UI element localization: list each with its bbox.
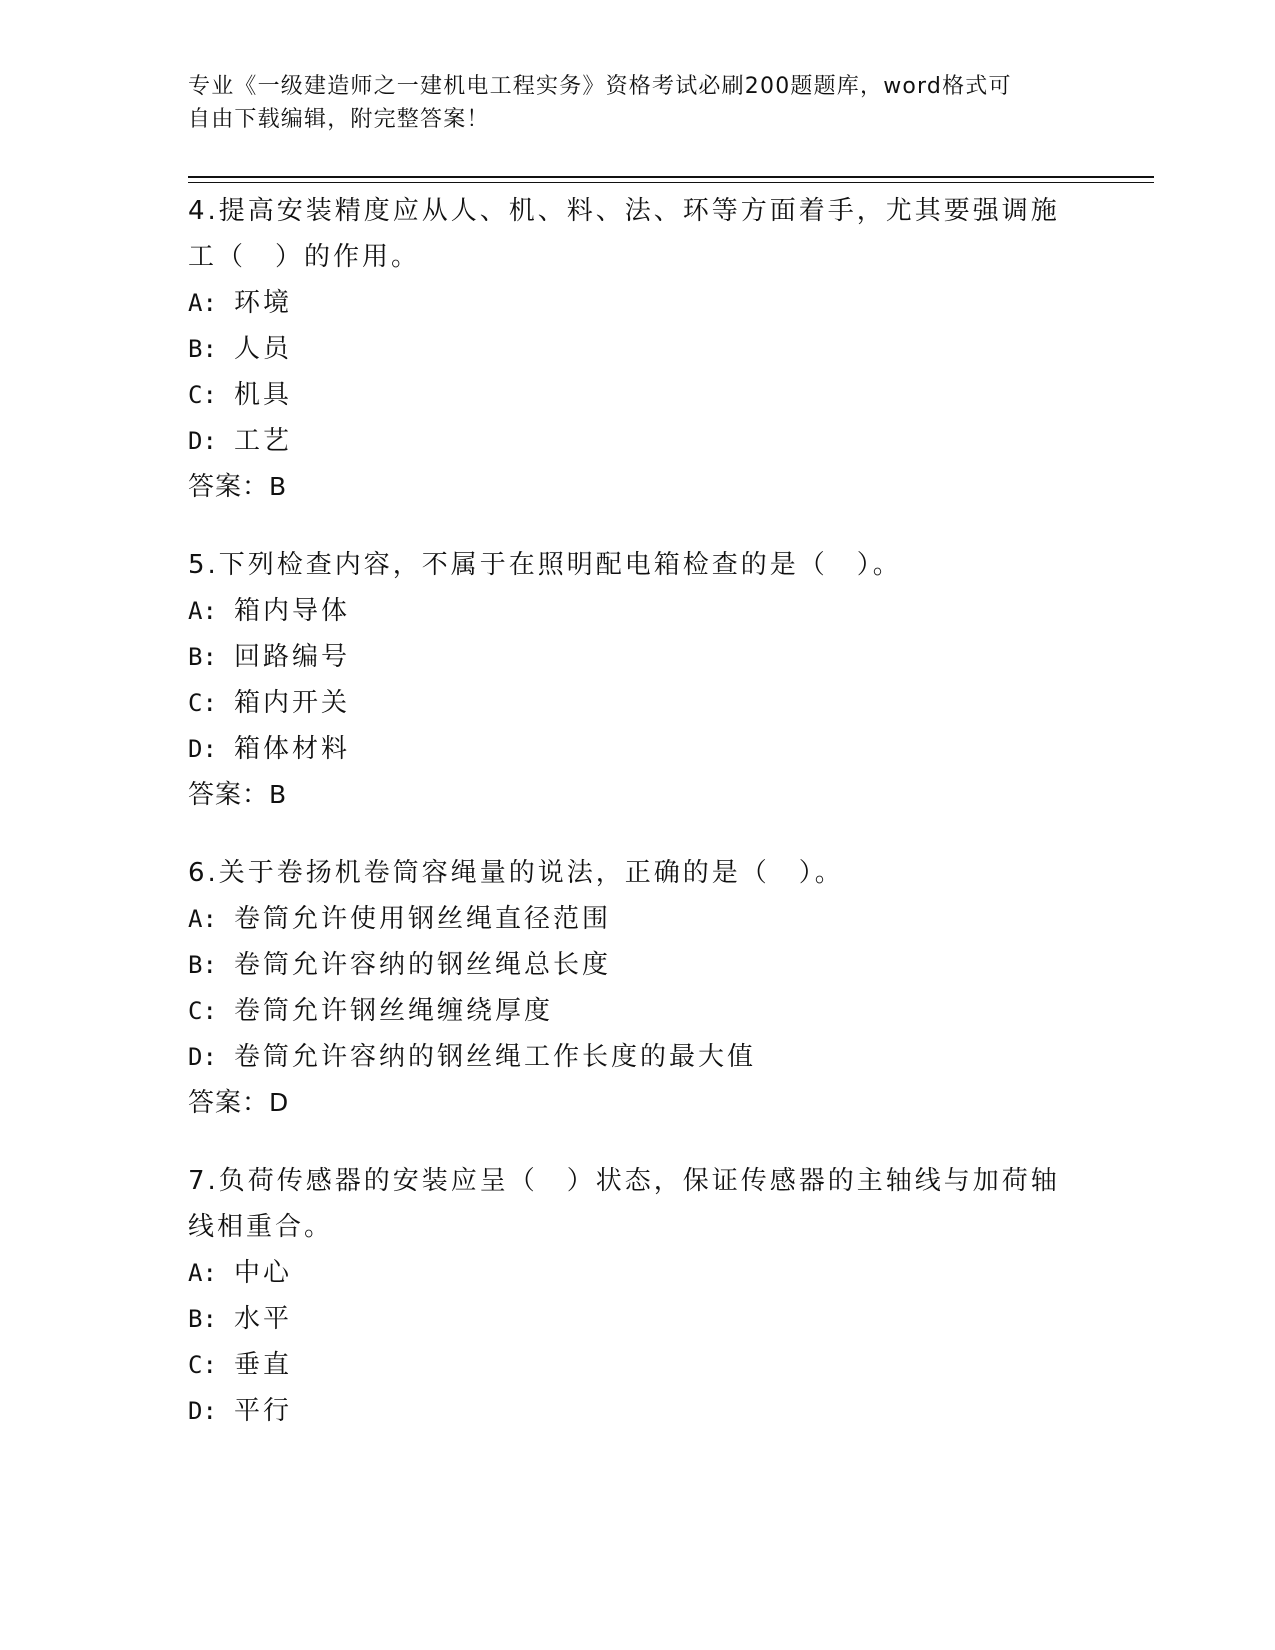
option-b	[188, 326, 1078, 372]
option-text: 回路编号	[234, 642, 351, 672]
header-divider-thick	[188, 176, 1154, 178]
option-c	[188, 680, 1078, 726]
question-4	[188, 188, 1078, 510]
option-b	[188, 942, 1078, 988]
option-text: 箱内开关	[234, 688, 351, 718]
option-letter: D:	[188, 735, 217, 763]
option-letter: A:	[188, 597, 217, 625]
option-letter: D:	[188, 1043, 217, 1071]
answer-line	[188, 464, 1078, 510]
question-stem: 6.关于卷扬机卷筒容绳量的说法，正确的是（ ）。	[188, 858, 844, 888]
question-stem: 5.下列检查内容，不属于在照明配电箱检查的是（ ）。	[188, 550, 902, 580]
header-line-2: 自由下载编辑，附完整答案！	[188, 107, 490, 132]
document-header	[188, 70, 1068, 136]
option-letter: C:	[188, 689, 217, 717]
answer-line	[188, 772, 1078, 818]
option-d	[188, 1388, 1078, 1434]
option-text: 平行	[234, 1396, 293, 1426]
option-letter: A:	[188, 289, 217, 317]
option-d	[188, 726, 1078, 772]
option-letter: B:	[188, 335, 217, 363]
option-letter: B:	[188, 951, 217, 979]
option-text: 卷筒允许使用钢丝绳直径范围	[234, 904, 612, 934]
answer-line	[188, 1080, 1078, 1126]
option-b	[188, 634, 1078, 680]
question-6	[188, 850, 1078, 1126]
question-5	[188, 542, 1078, 818]
option-text: 中心	[234, 1258, 293, 1288]
answer-label: 答案：	[188, 780, 270, 810]
option-a	[188, 280, 1078, 326]
option-text: 工艺	[234, 426, 293, 456]
option-c	[188, 1342, 1078, 1388]
question-list	[188, 188, 1078, 1434]
option-letter: B:	[188, 1305, 217, 1333]
option-text: 环境	[234, 288, 293, 318]
question-7	[188, 1158, 1078, 1434]
option-text: 箱体材料	[234, 734, 351, 764]
option-text: 水平	[234, 1304, 293, 1334]
header-line-1: 专业《一级建造师之一建机电工程实务》资格考试必刷200题题库，word格式可	[188, 74, 1012, 99]
option-text: 人员	[234, 334, 293, 364]
answer-label: 答案：	[188, 472, 270, 502]
option-c	[188, 988, 1078, 1034]
option-letter: D:	[188, 427, 217, 455]
option-d	[188, 418, 1078, 464]
option-text: 垂直	[234, 1350, 293, 1380]
option-b	[188, 1296, 1078, 1342]
option-letter: A:	[188, 905, 217, 933]
option-text: 机具	[234, 380, 293, 410]
option-c	[188, 372, 1078, 418]
option-letter: C:	[188, 997, 217, 1025]
option-text: 卷筒允许钢丝绳缠绕厚度	[234, 996, 554, 1026]
option-text: 卷筒允许容纳的钢丝绳总长度	[234, 950, 612, 980]
answer-value: B	[269, 472, 288, 501]
option-a	[188, 896, 1078, 942]
option-text: 箱内导体	[234, 596, 351, 626]
option-letter: C:	[188, 1351, 217, 1379]
option-d	[188, 1034, 1078, 1080]
answer-value: B	[269, 780, 288, 809]
answer-label: 答案：	[188, 1088, 270, 1118]
question-stem: 4.提高安装精度应从人、机、料、法、环等方面着手，尤其要强调施工（ ）的作用。	[188, 196, 1060, 272]
header-divider-thin	[188, 182, 1154, 183]
option-letter: B:	[188, 643, 217, 671]
option-text: 卷筒允许容纳的钢丝绳工作长度的最大值	[234, 1042, 757, 1072]
answer-value: D	[269, 1088, 290, 1117]
option-letter: D:	[188, 1397, 217, 1425]
option-letter: C:	[188, 381, 217, 409]
option-letter: A:	[188, 1259, 217, 1287]
option-a	[188, 588, 1078, 634]
question-stem: 7.负荷传感器的安装应呈（ ）状态，保证传感器的主轴线与加荷轴线相重合。	[188, 1166, 1060, 1242]
option-a	[188, 1250, 1078, 1296]
